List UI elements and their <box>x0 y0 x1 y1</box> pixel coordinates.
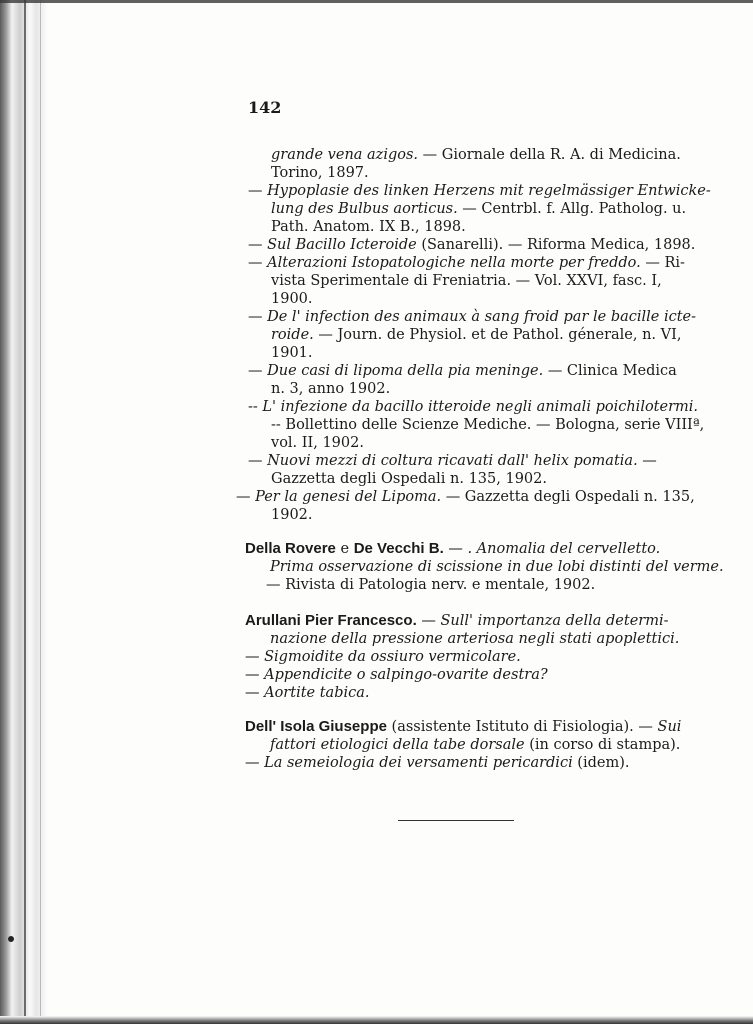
entry-line: -- Bollettino delle Scienze Mediche. — Bologna, serie VIIIª, <box>271 417 705 433</box>
end-rule <box>398 820 514 821</box>
entry-line: — Per la genesi del Lipoma. — Gazzetta degli Ospedali n. 135, <box>236 489 695 505</box>
author-name: Dell' Isola Giuseppe <box>245 718 387 735</box>
entry-line: 1901. <box>271 345 313 361</box>
entry-line: n. 3, anno 1902. <box>271 381 391 397</box>
entry-line: -- L' infezione da bacillo itteroide negli animali poichilotermi. <box>248 399 699 415</box>
entry-line: Gazzetta degli Ospedali n. 135, 1902. <box>271 471 547 487</box>
entry-line: Torino, 1897. <box>271 165 369 181</box>
section-line: — Rivista di Patologia nerv. e mentale, 1902. <box>266 577 596 593</box>
entry-line: — Nuovi mezzi di coltura ricavati dall' helix pomatia. — <box>248 453 657 469</box>
entry-line: vol. II, 1902. <box>271 435 364 451</box>
section-heading: Della Rovere e De Vecchi B. — . Anomalia del cervelletto. <box>245 540 661 557</box>
section-line: Prima osservazione di scissione in due lobi distinti del verme. <box>270 559 724 575</box>
binding-shadow-line <box>24 0 26 1024</box>
bottom-page-edge <box>0 1016 753 1024</box>
top-page-edge <box>0 0 753 3</box>
binding-shadow-line-2 <box>40 0 41 1024</box>
section-line: — Appendicite o salpingo-ovarite destra? <box>245 667 548 683</box>
section-line: nazione della pressione arteriosa negli stati apoplettici. <box>270 631 680 647</box>
author-name: De Vecchi B. <box>353 540 444 557</box>
entry-line: — Alterazioni Istopatologiche nella morte per freddo. — Ri- <box>248 255 685 271</box>
page-number: 142 <box>248 98 282 117</box>
section-line: fattori etiologici della tabe dorsale (in corso di stampa). <box>270 737 681 753</box>
section-line: — Sigmoidite da ossiuro vermicolare. <box>245 649 521 665</box>
entry-line: — De l' infection des animaux à sang froid par le bacille icte- <box>248 309 697 325</box>
entry-line: — Hypoplasie des linken Herzens mit regelmässiger Entwicke- <box>248 183 711 199</box>
entry-line: 1902. <box>271 507 313 523</box>
entry-line: lung des Bulbus aorticus. — Centrbl. f. Allg. Patholog. u. <box>271 201 687 217</box>
section-line: — La semeiologia dei versamenti pericardici (idem). <box>245 755 630 771</box>
entry-line: roide. — Journ. de Physiol. et de Pathol. génerale, n. VI, <box>271 327 682 343</box>
entry-line: vista Sperimentale di Freniatria. — Vol. XXVI, fasc. I, <box>271 273 662 289</box>
section-heading: Arullani Pier Francesco. — Sull' importanza della determi- <box>245 612 669 629</box>
entry-line: — Due casi di lipoma della pia meninge. — Clinica Medica <box>248 363 677 379</box>
entry-line: 1900. <box>271 291 313 307</box>
entry-line: — Sul Bacillo Icteroide (Sanarelli). — Riforma Medica, 1898. <box>248 237 696 253</box>
section-heading: Dell' Isola Giuseppe (assistente Istituto di Fisiologia). — Sui <box>245 718 682 735</box>
author-name: Della Rovere <box>245 540 336 557</box>
section-line: — Aortite tabica. <box>245 685 370 701</box>
author-name: Arullani Pier Francesco. <box>245 612 417 629</box>
entry-line: grande vena azigos. — Giornale della R. A. di Medicina. <box>271 147 681 163</box>
ink-spot <box>8 936 14 942</box>
entry-line: Path. Anatom. IX B., 1898. <box>271 219 466 235</box>
